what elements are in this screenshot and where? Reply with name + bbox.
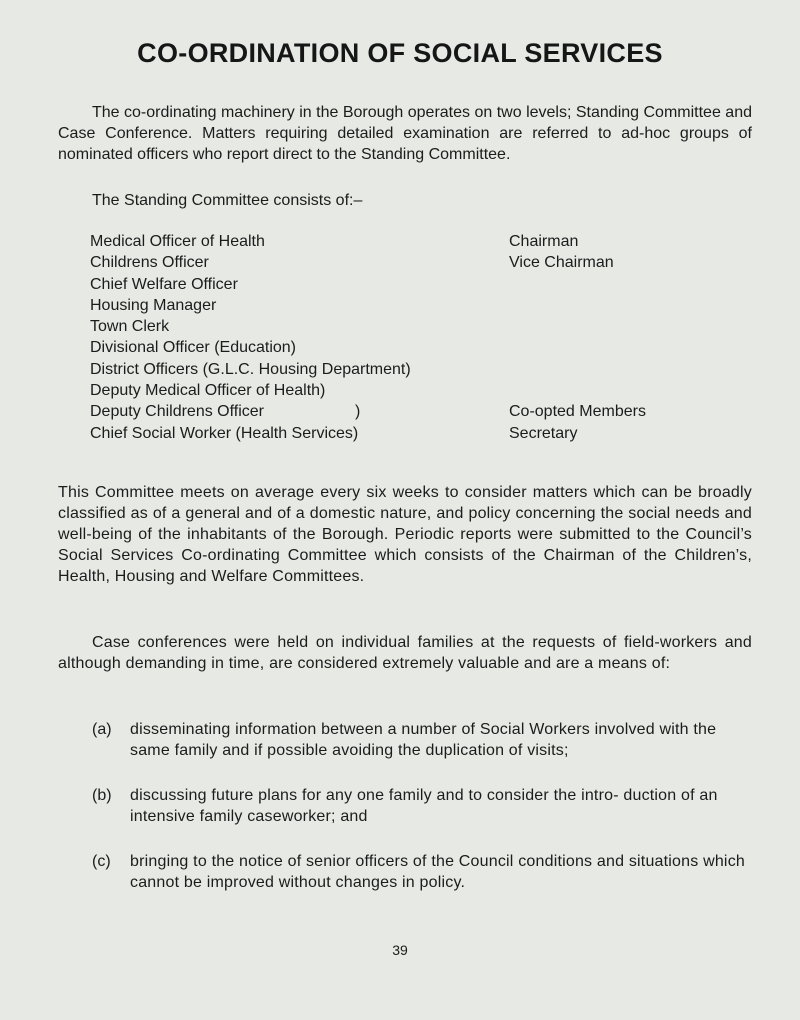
committee-members-list: [90, 231, 690, 444]
item-label: (a): [92, 721, 112, 738]
member-name: Childrens Officer: [90, 254, 209, 272]
member-row: [90, 274, 690, 295]
member-row: [90, 337, 690, 358]
member-name: Deputy Medical Officer of Health): [90, 382, 326, 400]
member-row: [90, 380, 690, 401]
list-item: [92, 785, 752, 827]
member-name: Deputy Childrens Officer: [90, 403, 264, 421]
member-row: [90, 231, 690, 252]
member-row: [90, 401, 690, 422]
intro-paragraph: The co-ordinating machinery in the Borough operates on two levels; Standing Committee and Case Conference. Matters requiring detailed examination are referred to ad-hoc groups of nominated officers who report direct to the Standing Committee.: [58, 104, 752, 163]
item-text: discussing future plans for any one family and to consider the intro- duction of an intensive family caseworker; and: [130, 787, 718, 825]
member-row: [90, 316, 690, 337]
member-role: Secretary: [509, 424, 578, 442]
list-item: [92, 719, 752, 761]
member-name: Town Clerk: [90, 318, 170, 336]
member-name: Housing Manager: [90, 296, 217, 314]
page-number: 39: [392, 942, 408, 958]
member-row: [90, 252, 690, 273]
member-row: [90, 359, 690, 380]
member-role: Vice Chairman: [509, 254, 614, 272]
item-label: (c): [92, 853, 111, 870]
member-name: Medical Officer of Health: [90, 233, 265, 250]
member-role: Chairman: [509, 233, 579, 250]
committee-paragraph: This Committee meets on average every six weeks to consider matters which can be broadly classified as of a general and of a domestic nature, and policy concerning the social needs and well-being of the inhabitants of the Borough. Periodic reports were submitted to the Council’s Social Services Co-ordinating Committee which consists of the Chairman of the Children’s, Health, Housing and Welfare Committees.: [58, 484, 752, 585]
committee-composition-heading: The Standing Committee consists of:–: [92, 192, 363, 209]
member-row: [90, 295, 690, 316]
member-row: [90, 423, 690, 444]
member-name: Divisional Officer (Education): [90, 339, 297, 357]
member-role: Co-opted Members: [509, 403, 646, 421]
member-name: District Officers (G.L.C. Housing Department): [90, 360, 411, 378]
member-name: Chief Social Worker (Health Services): [90, 424, 359, 442]
page-title: CO-ORDINATION OF SOCIAL SERVICES: [137, 38, 663, 68]
case-conference-paragraph: Case conferences were held on individual families at the requests of field-workers and although demanding in time, are considered extremely valuable and are a means of:: [58, 634, 752, 672]
item-text: bringing to the notice of senior officers of the Council conditions and situations which cannot be improved without changes in policy.: [130, 853, 745, 891]
item-text: disseminating information between a number of Social Workers involved with the same family and if possible avoiding the duplication of visits;: [130, 721, 717, 759]
member-name: Chief Welfare Officer: [90, 275, 238, 293]
item-label: (b): [92, 787, 112, 804]
bracket-mark: ): [355, 403, 361, 421]
list-item: [92, 851, 752, 893]
